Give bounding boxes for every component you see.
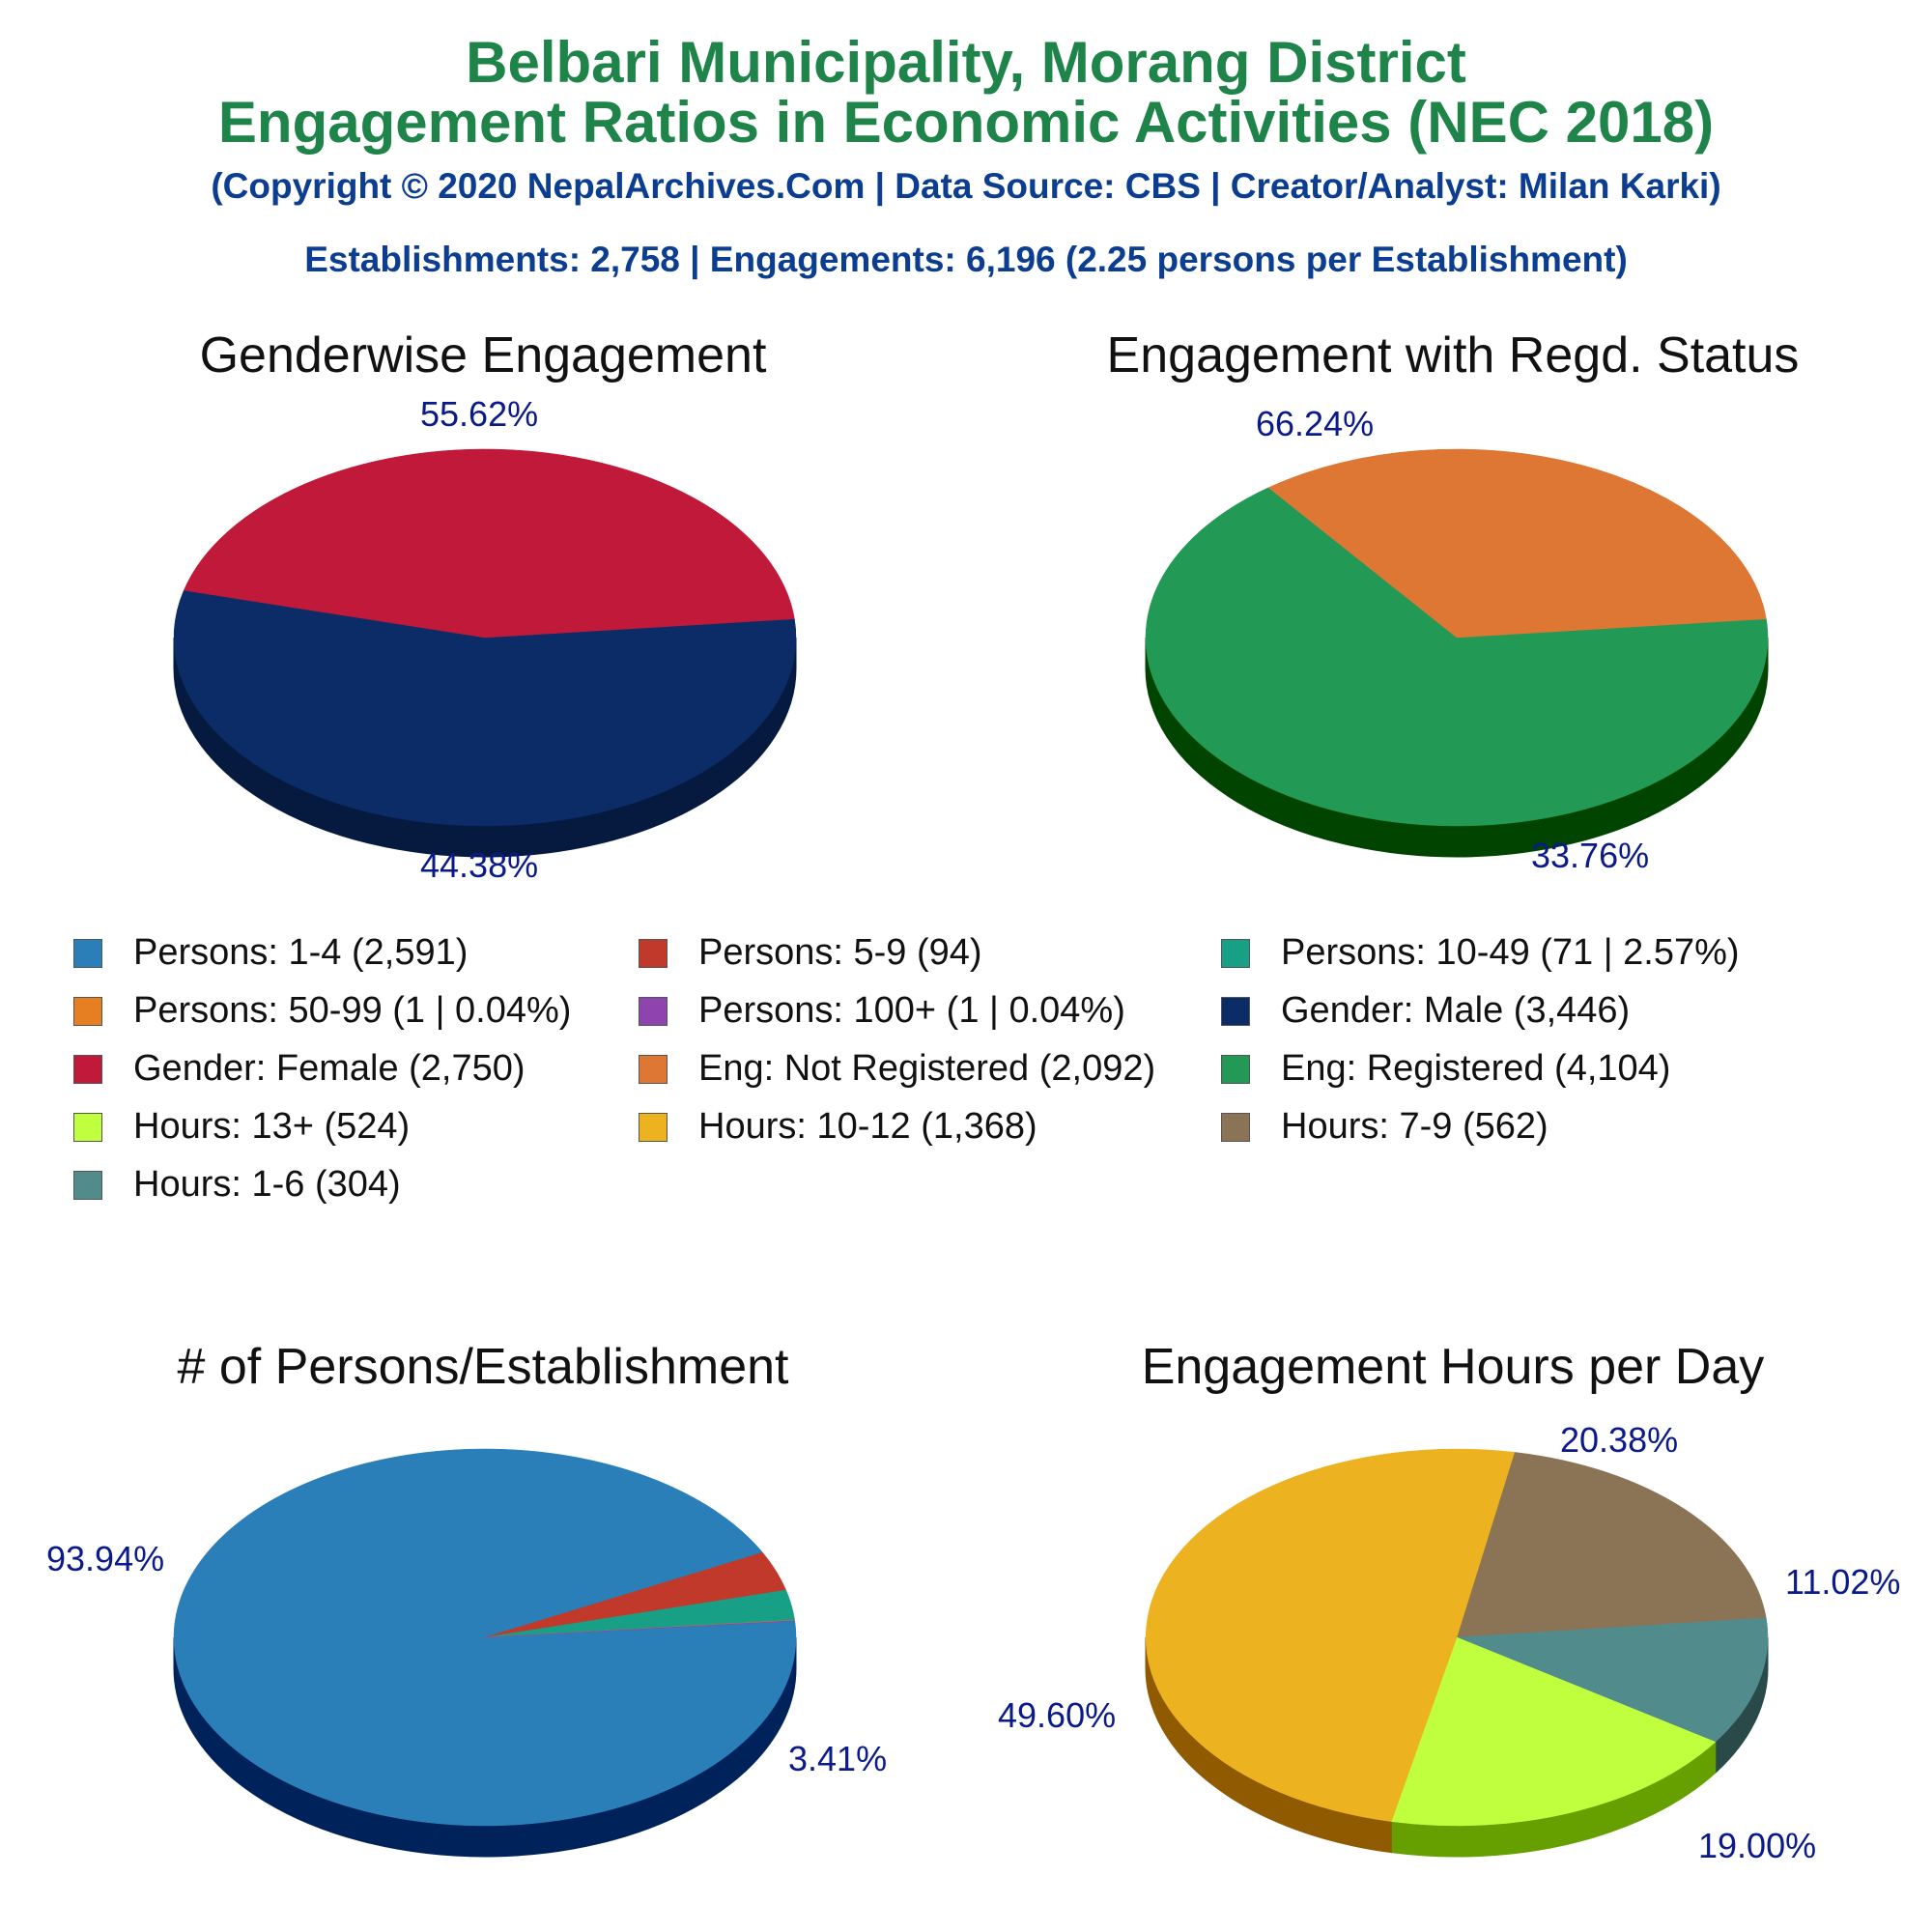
legend-label: Gender: Male (3,446) [1281,990,1631,1031]
main-title-line-2: Engagement Ratios in Economic Activities (NEC 2018) [217,90,1715,155]
pie-title-persons: # of Persons/Establishment [177,1339,789,1395]
legend-item-persons-50-99 [73,990,571,1032]
legend-item-gender-male [1221,990,1630,1032]
pct-label-hours-10-12: 49.60% [998,1695,1117,1735]
legend-label: Persons: 10-49 (71 | 2.57%) [1281,932,1740,973]
legend-swatch [73,1113,102,1142]
pct-label-hours-1-6: 11.02% [1785,1562,1901,1602]
legend-item-not-registered [639,1048,1155,1090]
pct-label-registered: 66.24% [1256,404,1375,443]
legend-swatch [639,1113,668,1142]
legend-item-persons-1-4 [73,932,468,974]
legend-item-registered [1221,1048,1670,1090]
legend-label: Hours: 1-6 (304) [133,1164,401,1205]
legend-item-persons-10-49 [1221,932,1740,974]
legend-swatch [639,1055,668,1084]
legend-swatch [1221,939,1250,968]
legend-label: Hours: 13+ (524) [133,1106,411,1147]
pct-label-not-registered: 33.76% [1531,836,1650,875]
pie-title-hours: Engagement Hours per Day [1141,1339,1765,1395]
copyright-subtitle: (Copyright © 2020 NepalArchives.Com | Data Source: CBS | Creator/Analyst: Milan Karki) [211,166,1721,206]
legend-label: Eng: Not Registered (2,092) [698,1048,1156,1089]
legend-item-hours-13plus [73,1106,410,1148]
legend-item-persons-100plus [639,990,1125,1032]
legend-item-gender-female [73,1048,526,1090]
legend-swatch [1221,1113,1250,1142]
legend-swatch [639,939,668,968]
legend-swatch [73,1055,102,1084]
pct-label-gender-female: 44.38% [420,845,539,885]
legend-swatch [73,1171,102,1200]
pie-title-gender: Genderwise Engagement [199,327,767,384]
pie-engagement-hours-per-day [1146,1449,1768,1857]
pct-label-hours-13plus: 19.00% [1698,1826,1817,1865]
main-title-line-1: Belbari Municipality, Morang District [466,30,1466,95]
legend-label: Hours: 10-12 (1,368) [698,1106,1037,1147]
pie-engagement-with-regd-status [1146,449,1768,857]
legend-swatch [639,997,668,1026]
legend-swatch [1221,997,1250,1026]
legend-label: Eng: Registered (4,104) [1281,1048,1671,1089]
legend-item-hours-7-9 [1221,1106,1548,1148]
legend-item-persons-5-9 [639,932,982,974]
establishment-stats: Establishments: 2,758 | Engagements: 6,196 (2.25 persons per Establishment) [304,240,1628,279]
legend-label: Hours: 7-9 (562) [1281,1106,1548,1147]
legend-label: Persons: 5-9 (94) [698,932,982,973]
pie-of-persons-establishment [174,1449,796,1857]
legend-swatch [73,997,102,1026]
legend-item-hours-1-6 [73,1164,401,1206]
legend-label: Gender: Female (2,750) [133,1048,526,1089]
legend-swatch [1221,1055,1250,1084]
legend-swatch [73,939,102,968]
pct-label-gender-male: 55.62% [420,394,539,434]
pct-label-persons-1-4: 93.94% [46,1539,165,1578]
pie-title-registration: Engagement with Regd. Status [1106,327,1800,384]
pie-genderwise-engagement [174,449,796,857]
legend-item-hours-10-12 [639,1106,1037,1148]
legend-label: Persons: 100+ (1 | 0.04%) [698,990,1125,1031]
pct-label-hours-7-9: 20.38% [1560,1420,1679,1460]
pct-label-persons-5-9: 3.41% [788,1739,888,1778]
legend-label: Persons: 1-4 (2,591) [133,932,469,973]
legend-label: Persons: 50-99 (1 | 0.04%) [133,990,572,1031]
